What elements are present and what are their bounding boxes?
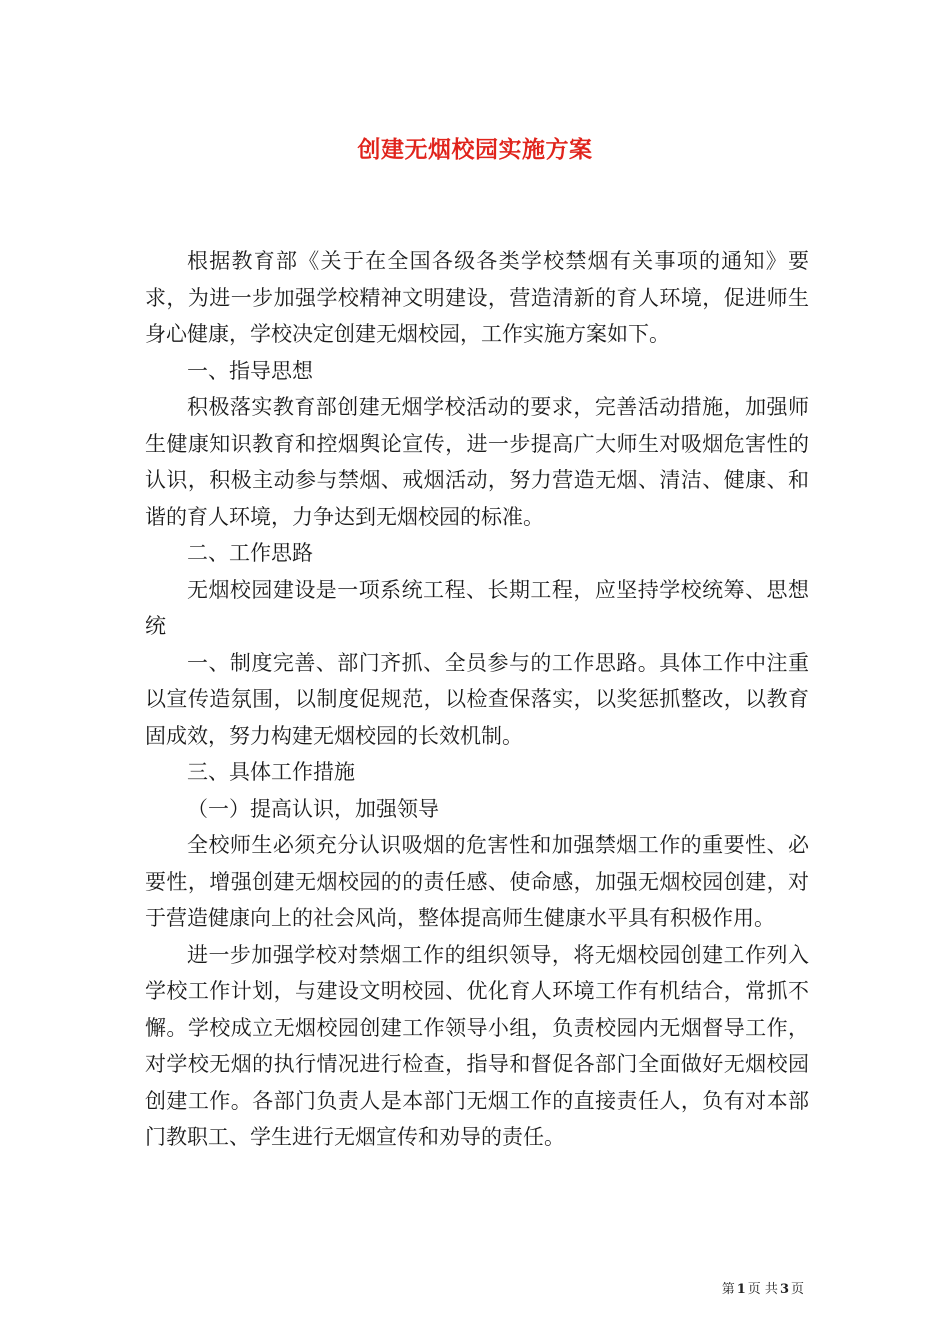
page-footer bbox=[722, 1278, 804, 1297]
paragraph-work-approach: 无烟校园建设是一项系统工程、长期工程，应坚持学校统筹、思想统 bbox=[145, 577, 809, 638]
footer-suffix: 页 bbox=[790, 1282, 804, 1297]
document-title: 创建无烟校园实施方案 bbox=[357, 136, 593, 163]
document-body bbox=[145, 243, 809, 1156]
heading-specific-measures: 三、具体工作措施 bbox=[187, 760, 355, 784]
heading-work-approach: 二、工作思路 bbox=[187, 541, 313, 565]
paragraph-intro: 根据教育部《关于在全国各级各类学校禁烟有关事项的通知》要求，为进一步加强学校精神文明建设，营造清新的育人环境，促进师生身心健康，学校决定创建无烟校园，工作实施方案如下。 bbox=[145, 249, 809, 346]
paragraph-leadership: 进一步加强学校对禁烟工作的组织领导，将无烟校园创建工作列入学校工作计划，与建设文明校园、优化育人环境工作有机结合，常抓不懈。学校成立无烟校园创建工作领导小组，负责校园内无烟督导工作，对学校无烟的执行情况进行检查，指导和督促各部门全面做好无烟校园创建工作。各部门负责人是本部门无烟工作的直接责任人，负有对本部门教职工、学生进行无烟宣传和劝导的责任。 bbox=[145, 942, 809, 1149]
footer-total-pages: 3 bbox=[779, 1282, 789, 1297]
paragraph-awareness: 全校师生必须充分认识吸烟的危害性和加强禁烟工作的重要性、必要性，增强创建无烟校园的的责任感、使命感，加强无烟校园创建，对于营造健康向上的社会风尚，整体提高师生健康水平具有积极作用。 bbox=[145, 833, 809, 930]
paragraph-guiding-thought: 积极落实教育部创建无烟学校活动的要求，完善活动措施，加强师生健康知识教育和控烟舆论宣传，进一步提高广大师生对吸烟危害性的认识，积极主动参与禁烟、戒烟活动，努力营造无烟、清洁、健康、和谐的育人环境，力争达到无烟校园的标准。 bbox=[145, 395, 809, 529]
paragraph-work-approach-cont: 一、制度完善、部门齐抓、全员参与的工作思路。具体工作中注重以宣传造氛围，以制度促规范，以检查保落实，以奖惩抓整改，以教育固成效，努力构建无烟校园的长效机制。 bbox=[145, 650, 809, 748]
footer-page-number: 1 bbox=[736, 1282, 746, 1297]
subheading-awareness: （一）提高认识，加强领导 bbox=[187, 796, 439, 821]
footer-prefix: 第 bbox=[721, 1282, 735, 1297]
heading-guiding-thought: 一、指导思想 bbox=[187, 358, 313, 383]
footer-middle: 页 共 bbox=[747, 1282, 778, 1297]
